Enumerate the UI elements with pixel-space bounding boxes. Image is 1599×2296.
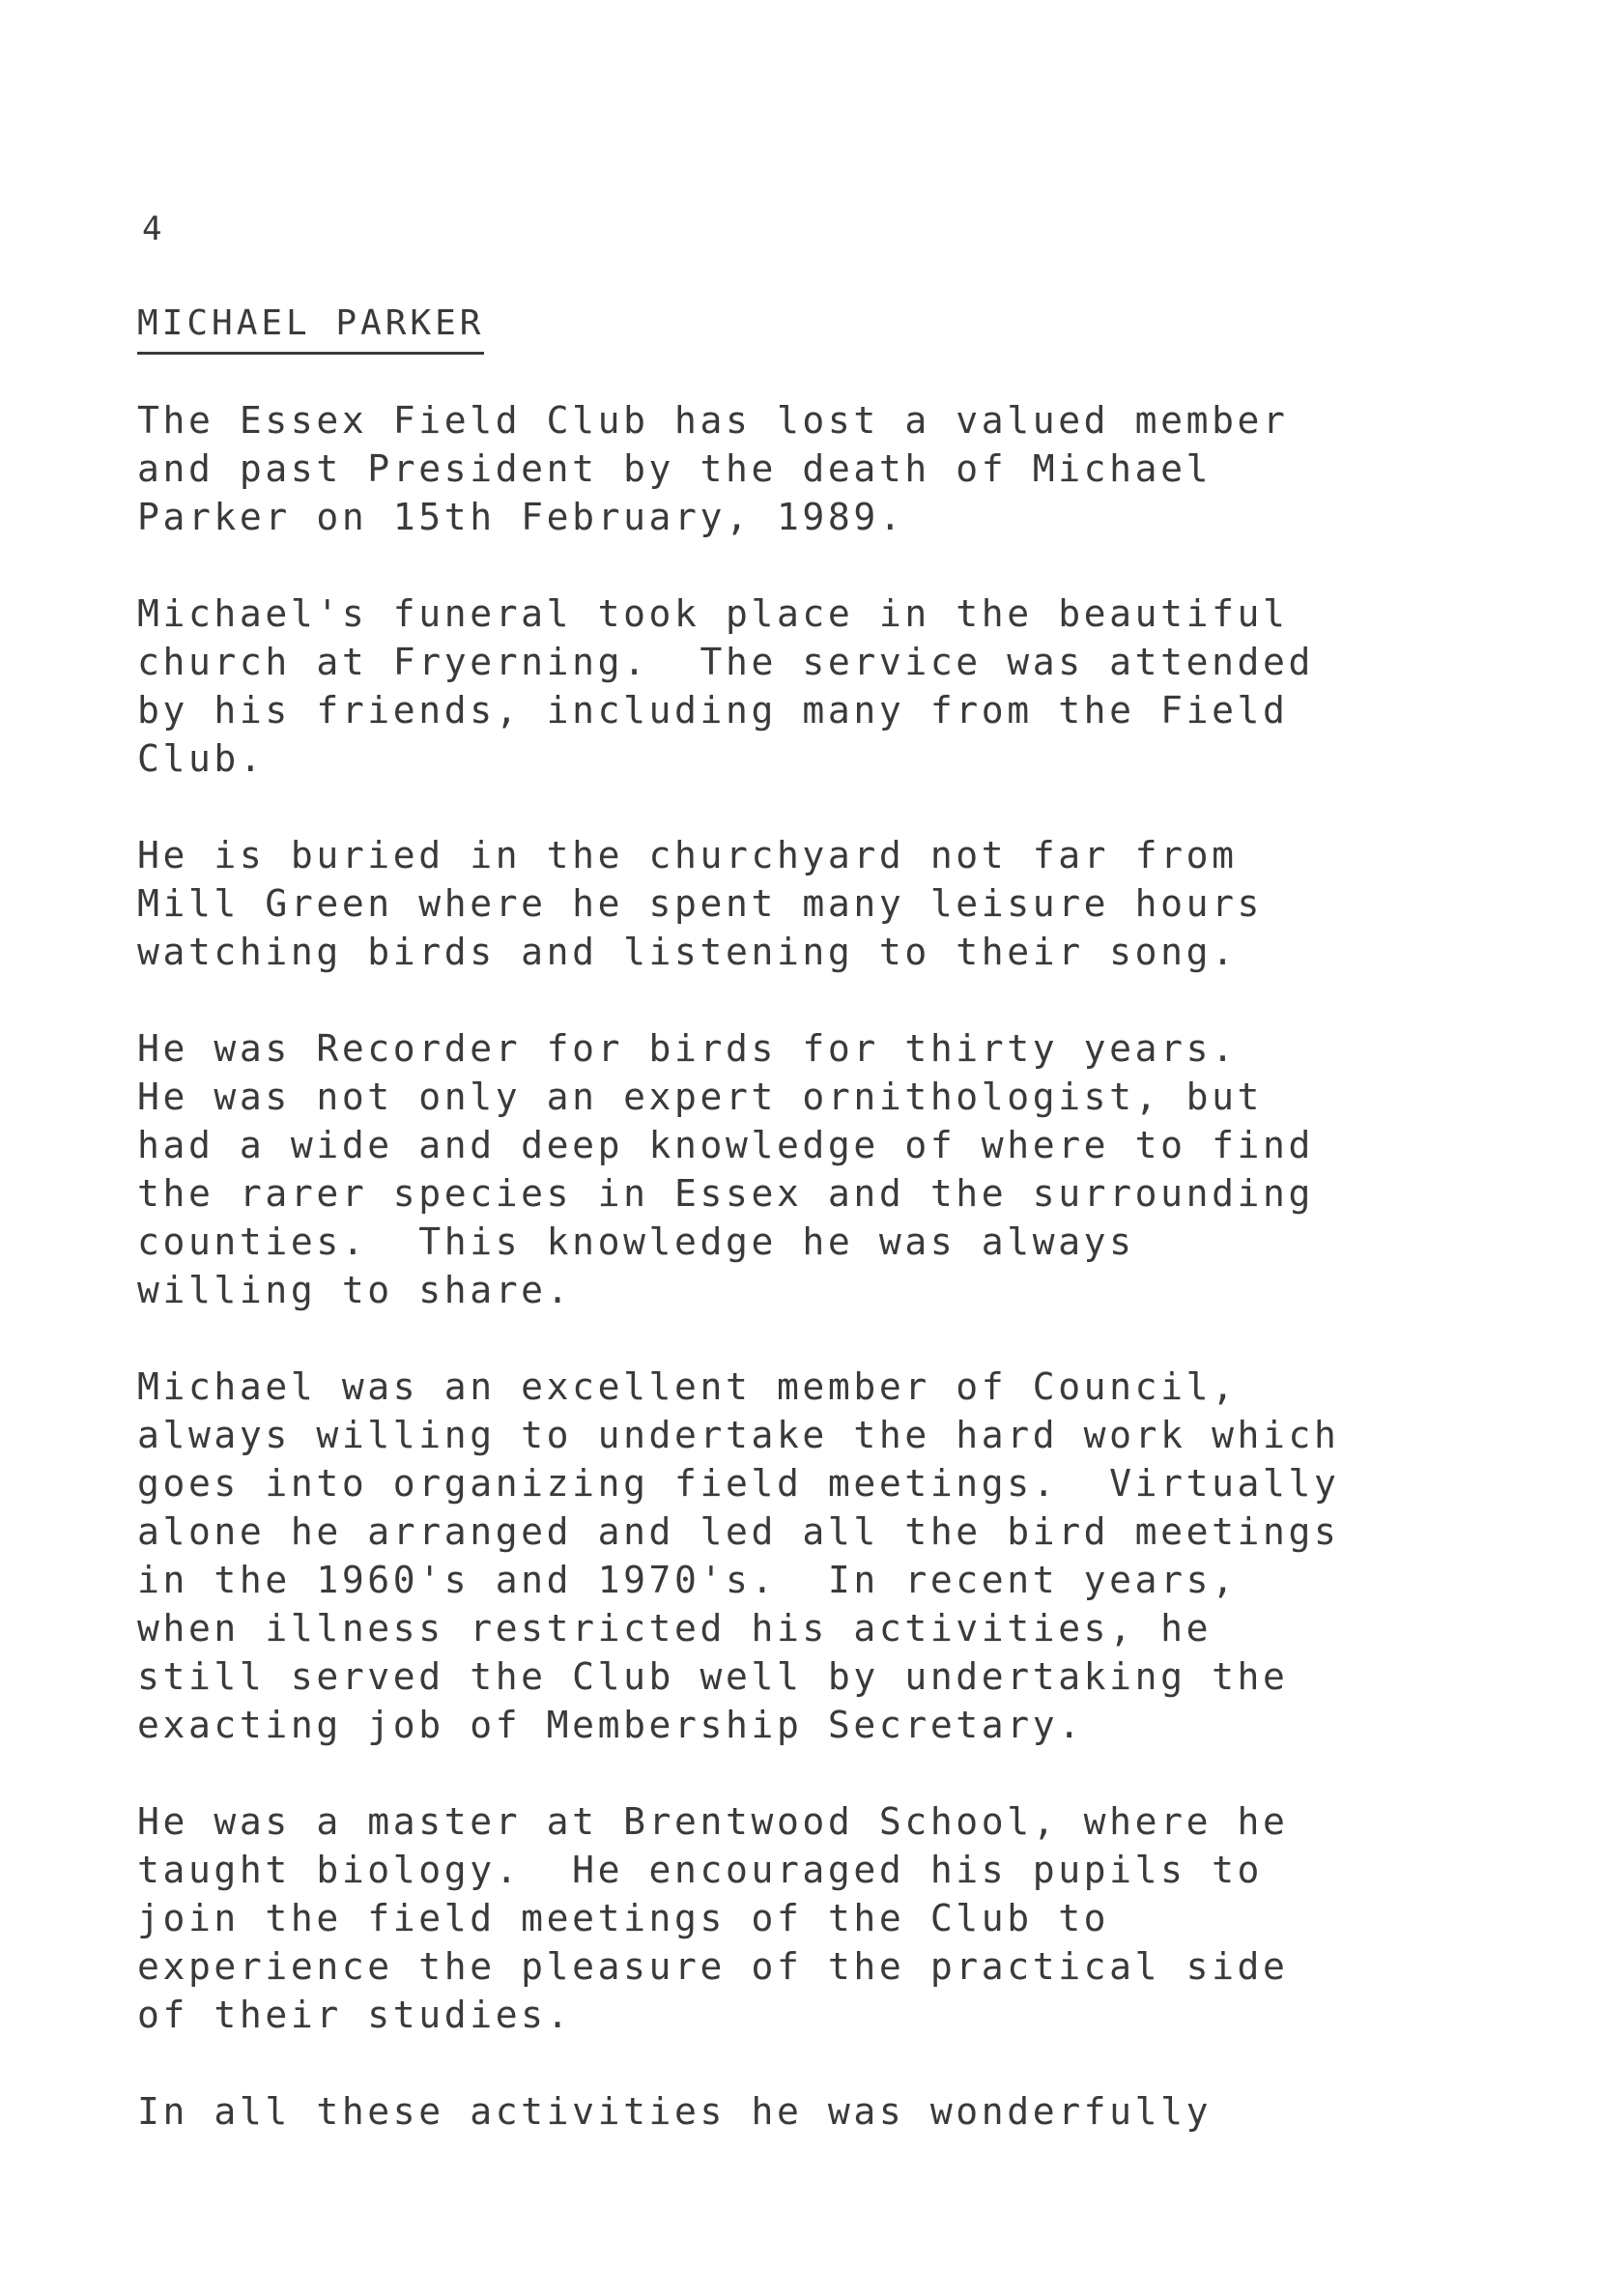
page-title: MICHAEL PARKER [137,300,484,355]
paragraph-council [137,1363,1528,1749]
text-line: He is buried in the churchyard not far from [137,834,1238,876]
text-line: In all these activities he was wonderfully [137,2090,1213,2133]
text-line: willing to share. [137,1269,573,1311]
paragraph-funeral [137,589,1528,783]
page-number: 4 [142,210,162,248]
text-line: church at Fryerning. The service was attended [137,641,1314,683]
text-line: and past President by the death of Michael [137,447,1213,490]
text-line: in the 1960's and 1970's. In recent years, [137,1559,1238,1601]
paragraph-school [137,1797,1528,2039]
paragraph-closing [137,2087,1528,2136]
text-line: watching birds and listening to their song. [137,931,1238,973]
text-line: join the field meetings of the Club to [137,1897,1110,1939]
paragraph-burial [137,831,1528,976]
text-line: experience the pleasure of the practical side [137,1945,1289,1988]
text-line: alone he arranged and led all the bird meetings [137,1510,1340,1553]
text-line: by his friends, including many from the Field [137,689,1289,732]
text-line: The Essex Field Club has lost a valued member [137,399,1289,442]
text-line: He was not only an expert ornithologist, but [137,1076,1264,1118]
text-line: Club. [137,737,266,780]
paragraph-death-announcement [137,396,1528,541]
text-line: taught biology. He encouraged his pupils to [137,1849,1264,1891]
text-line: goes into organizing field meetings. Virtually [137,1462,1340,1505]
text-line: exacting job of Membership Secretary. [137,1704,1084,1746]
paragraph-recorder [137,1024,1528,1314]
text-line: when illness restricted his activities, he [137,1607,1213,1650]
text-line: He was a master at Brentwood School, where he [137,1800,1289,1843]
text-line: He was Recorder for birds for thirty years. [137,1027,1238,1070]
text-line: Parker on 15th February, 1989. [137,496,905,538]
text-line: had a wide and deep knowledge of where to find [137,1124,1314,1166]
text-line: the rarer species in Essex and the surrounding [137,1172,1314,1215]
text-line: of their studies. [137,1994,573,2036]
text-line: Michael's funeral took place in the beautiful [137,592,1289,635]
text-line: Michael was an excellent member of Council, [137,1365,1238,1408]
article-body [137,396,1528,2184]
text-line: still served the Club well by undertaking the [137,1655,1289,1698]
text-line: always willing to undertake the hard work which [137,1414,1340,1456]
text-line: counties. This knowledge he was always [137,1220,1135,1263]
text-line: Mill Green where he spent many leisure hours [137,882,1264,925]
